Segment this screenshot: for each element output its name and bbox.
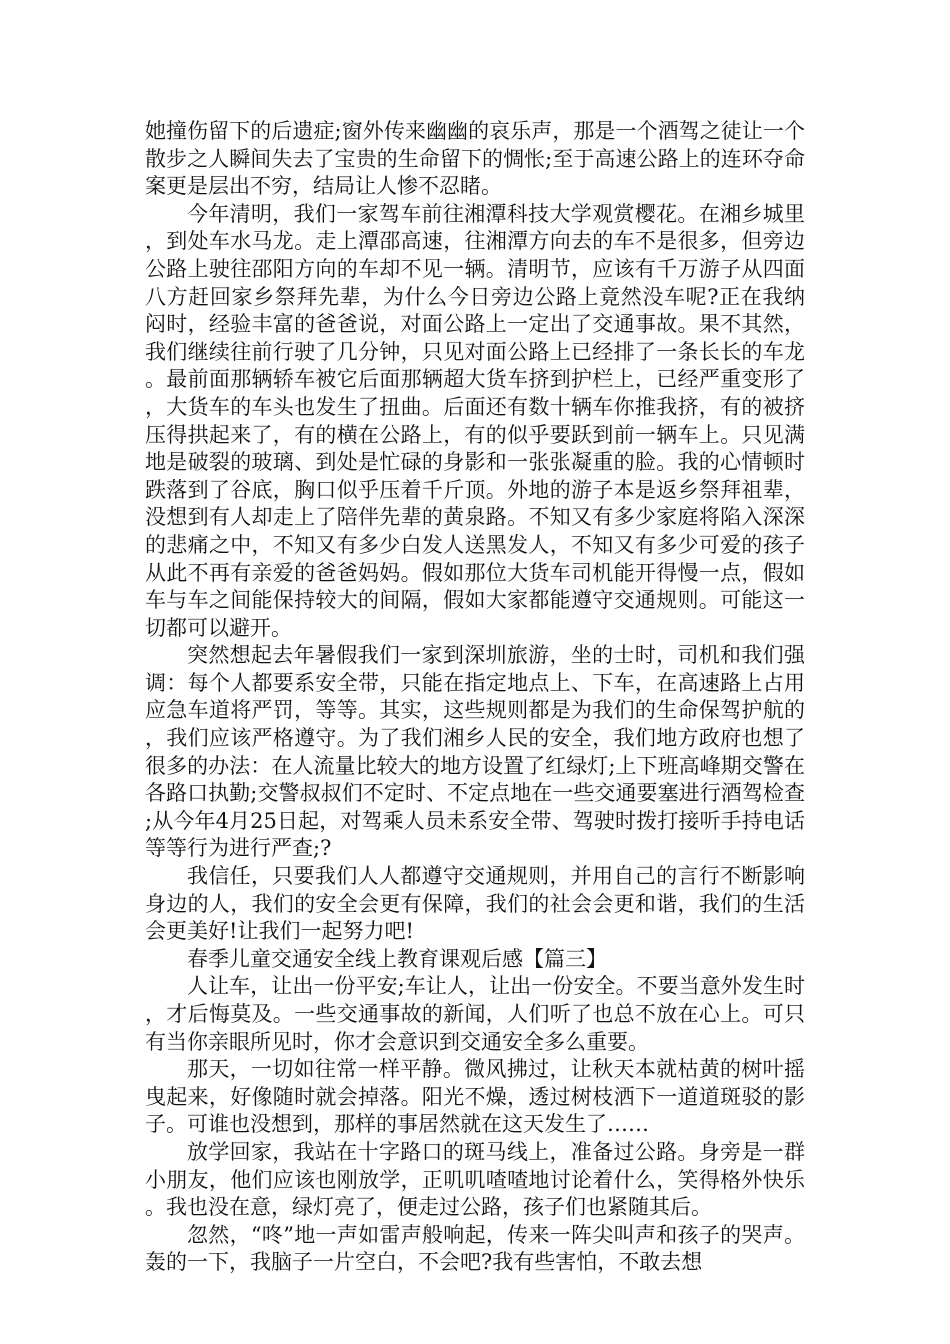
section-heading: 春季儿童交通安全线上教育课观后感【篇三】	[187, 946, 607, 971]
paragraph-2: 今年清明，我们一家驾车前往湘潭科技大学观赏樱花。在湘乡城里，到处车水马龙。走上潭邵高速，往湘潭方向去的车不是很多，但旁边公路上驶往邵阳方向的车却不见一辆。清明节，应该有千万游子从四面八方赶回家乡祭拜先辈，为什么今日旁边公路上竟然没车呢?正在我纳闷时，经验丰富的爸爸说，对面公路上一定出了交通事故。果不其然，我们继续往前行驶了几分钟，只见对面公路上已经排了一条长长的车龙。最前面那辆轿车被它后面那辆超大货车挤到护栏上，已经严重变形了，大货车的车头也发生了扭曲。后面还有数十辆车你推我挤，有的被挤压得拱起来了，有的横在公路上，有的似乎要跃到前一辆车上。只见满地是破裂的玻璃、到处是忙碌的身影和一张张凝重的脸。我的心情顿时跌落到了谷底，胸口似乎压着千斤顶。外地的游子本是返乡祭拜祖辈，没想到有人却走上了陪伴先辈的黄泉路。不知又有多少家庭将陷入深深的悲痛之中，不知又有多少白发人送黑发人，不知又有多少可爱的孩子从此不再有亲爱的爸爸妈妈。假如那位大货车司机能开得慢一点，假如车与车之间能保持较大的间隔，假如大家都能遵守交通规则。可能这一切都可以避开。	[145, 201, 805, 640]
paragraph-6: 那天，一切如往常一样平静。微风拂过，让秋天本就枯黄的树叶摇曳起来，好像随时就会掉落。阳光不燥，透过树枝洒下一道道斑驳的影子。可谁也没想到，那样的事居然就在这天发生了……	[145, 1057, 805, 1137]
paragraph-8: 忽然，“咚”地一声如雷声般响起，传来一阵尖叫声和孩子的哭声。轰的一下，我脑子一片空白，不会吧?我有些害怕，不敢去想	[145, 1222, 805, 1275]
document-page	[145, 118, 805, 1277]
paragraph-1: 她撞伤留下的后遗症;窗外传来幽幽的哀乐声，那是一个酒驾之徒让一个散步之人瞬间失去了宝贵的生命留下的惆怅;至于高速公路上的连环夺命案更是层出不穷，结局让人惨不忍睹。	[145, 119, 805, 199]
paragraph-7: 放学回家，我站在十字路口的斑马线上，准备过公路。身旁是一群小朋友，他们应该也刚放学，正叽叽喳喳地讨论着什么，笑得格外快乐。我也没在意，绿灯亮了，便走过公路，孩子们也紧随其后。	[145, 1139, 805, 1220]
paragraph-4: 我信任，只要我们人人都遵守交通规则，并用自己的言行不断影响身边的人，我们的安全会更有保障，我们的社会会更和谐，我们的生活会更美好!让我们一起努力吧!	[145, 864, 805, 944]
paragraph-5: 人让车，让出一份平安;车让人，让出一份安全。不要当意外发生时，才后悔莫及。一些交通事故的新闻，人们听了也总不放在心上。可只有当你亲眼所见时，你才会意识到交通安全多么重要。	[145, 974, 805, 1054]
paragraph-3: 突然想起去年暑假我们一家到深圳旅游，坐的士时，司机和我们强调：每个人都要系安全带，只能在指定地点上、下车，在高速路上占用应急车道将严罚，等等。其实，这些规则都是为我们的生命保驾护航的，我们应该严格遵守。为了我们湘乡人民的安全，我们地方政府也想了很多的办法：在人流量比较大的地方设置了红绿灯;上下班高峰期交警在各路口执勤;交警叔叔们不定时、不定点地在一些交通要塞进行酒驾检查;从今年4月25日起，对驾乘人员未系安全带、驾驶时拨打接听手持电话等等行为进行严查;?	[145, 643, 805, 861]
